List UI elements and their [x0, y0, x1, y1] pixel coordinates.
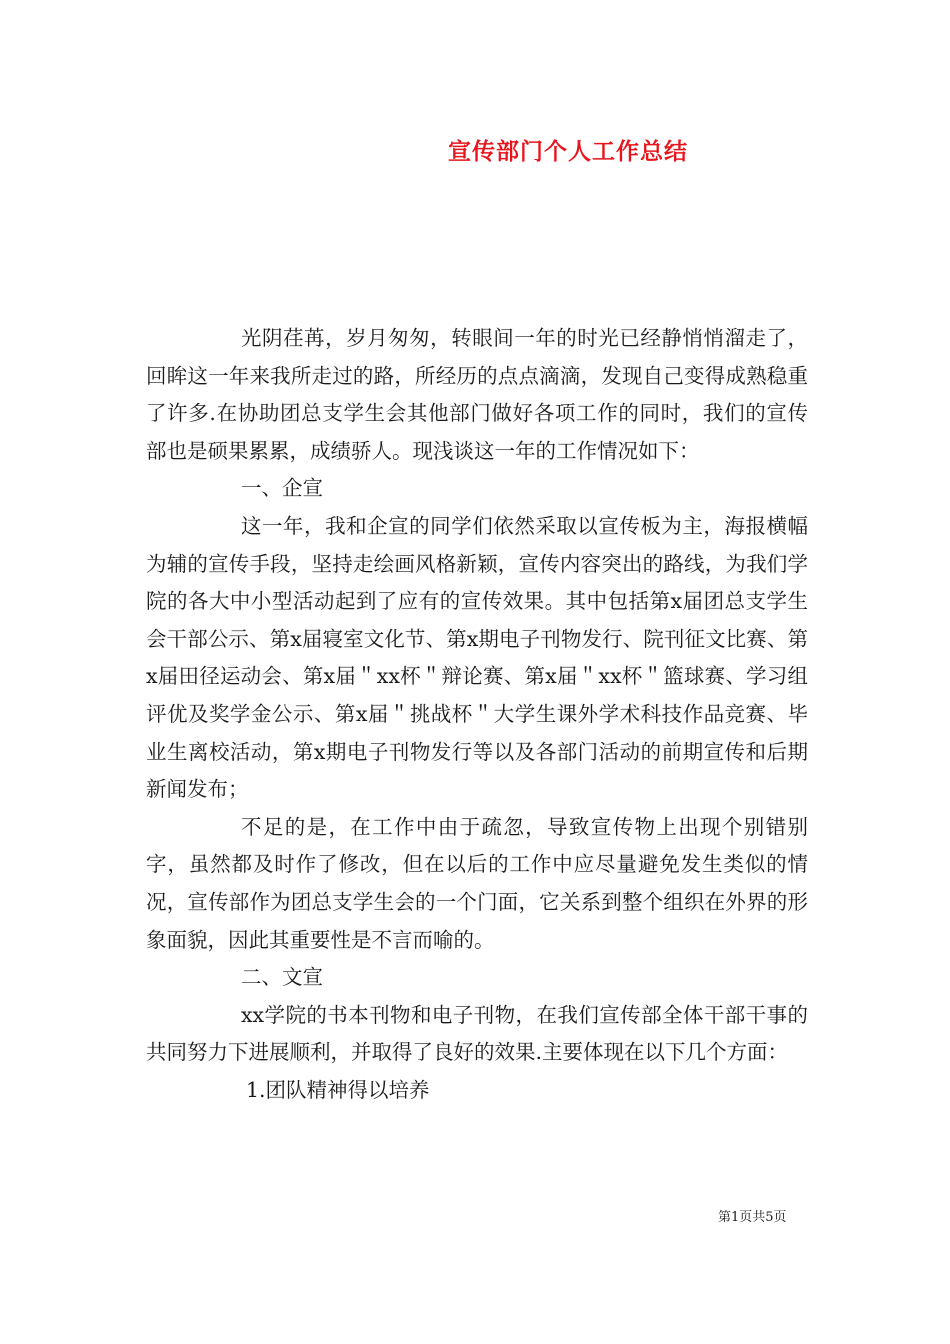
section-heading-literary-publicity: 二、文宣 — [241, 965, 323, 990]
literary-publicity-paragraph: xx学院的书本刊物和电子刊物，在我们宣传部全体干部干事的共同努力下进展顺利，并取得了良好的效果.主要体现在以下几个方面： — [146, 1002, 808, 1065]
list-item-team-spirit: 1.团队精神得以培养 — [246, 1077, 430, 1102]
document-title: 宣传部门个人工作总结 — [448, 138, 688, 165]
corporate-publicity-paragraph: 这一年，我和企宣的同学们依然采取以宣传板为主，海报横幅为辅的宣传手段，坚持走绘画风格新颖，宣传内容突出的路线，为我们学院的各大中小型活动起到了应有的宣传效果。其中包括第x届团总支学生会干部公示、第x届寝室文化节、第x期电子刊物发行、院刊征文比赛、第x届田径运动会、第x届＂xx杯＂辩论赛、第x届＂xx杯＂篮球赛、学习组评优及奖学金公示、第x届＂挑战杯＂大学生课外学术科技作品竞赛、毕业生离校活动，第x期电子刊物发行等以及各部门活动的前期宣传和后期新闻发布； — [146, 513, 808, 802]
page-number-footer: 第1页共5页 — [718, 1210, 787, 1225]
document-body — [146, 320, 808, 1109]
intro-paragraph: 光阴荏苒，岁月匆匆，转眼间一年的时光已经静悄悄溜走了，回眸这一年来我所走过的路，所经历的点点滴滴，发现自己变得成熟稳重了许多.在协助团总支学生会其他部门做好各项工作的同时，我们的宣传部也是硕果累累，成绩骄人。现浅谈这一年的工作情况如下： — [146, 326, 808, 463]
shortcomings-paragraph: 不足的是，在工作中由于疏忽，导致宣传物上出现个别错别字，虽然都及时作了修改，但在以后的工作中应尽量避免发生类似的情况，宣传部作为团总支学生会的一个门面，它关系到整个组织在外界的形象面貌，因此其重要性是不言而喻的。 — [146, 814, 808, 952]
section-heading-corporate-publicity: 一、企宣 — [241, 476, 323, 501]
